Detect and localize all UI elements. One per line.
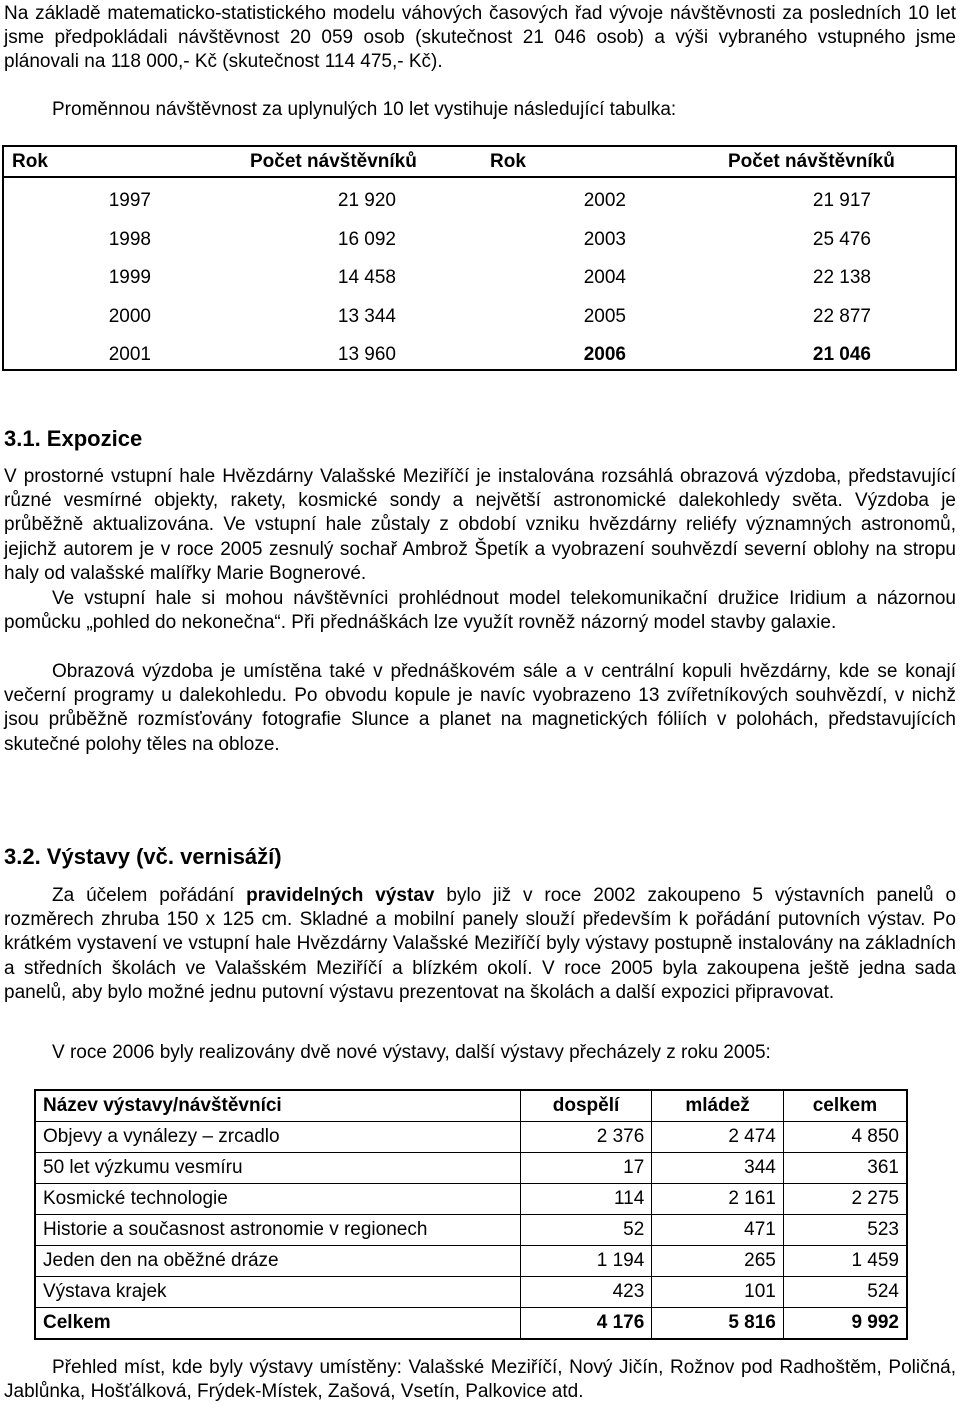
exhibition-number-cell: 423 (520, 1277, 652, 1308)
exhibition-number-cell: 265 (652, 1246, 784, 1277)
section-32-heading: 3.2. Výstavy (vč. vernisáží) (4, 844, 282, 869)
closing-paragraph (4, 1356, 956, 1404)
visitors-table-row (4, 340, 955, 369)
table-caption: Proměnnou návštěvnost za uplynulých 10 let vystihuje následující tabulka: (52, 99, 677, 120)
year-cell: 2006 (583, 344, 626, 365)
text-segment: V prostorné vstupní hale Hvězdárny Valašské Meziříčí je instalována rozsáhlá obrazová výzdoba, představující různé vesmírné objekty, rakety, kosmické sondy a největší astronomické dalekohledy světa. Výzdoba je průběžně aktualizována. Ve vstupní hale zůstaly z období vzniku hvězdárny reliéfy významných astronomů, jejichž autorem je v roce 2005 zesnulý sochař Ambrož Špetík a vyobrazení souhvězdí severní oblohy na stropu haly od valašské malířky Marie Bognerové. (4, 466, 956, 584)
header-year-2: Rok (490, 151, 526, 172)
exhibitions-table-row (35, 1246, 907, 1277)
exhibitions-table-row (35, 1153, 907, 1184)
exhibitions-table-header (35, 1090, 907, 1122)
visitor-count-cell: 25 476 (812, 229, 871, 250)
header-year-1: Rok (12, 151, 48, 172)
section-31-p3 (4, 660, 956, 757)
exhibition-number-cell: 101 (652, 1277, 784, 1308)
visitors-table-row (4, 302, 955, 331)
header-count-2: Počet návštěvníků (728, 151, 895, 172)
year-cell: 2003 (583, 229, 626, 250)
exhibition-name-cell: Výstava krajek (35, 1277, 520, 1308)
intro-paragraph (4, 2, 956, 75)
year-cell: 2005 (583, 306, 626, 327)
exhibition-number-cell: 17 (520, 1153, 652, 1184)
text-segment: Na základě matematicko-statistického modelu váhových časových řad vývoje návštěvnosti za posledních 10 let jsme předpokládali návštěvnost 20 059 osob (skutečnost 21 046 osob) a výši vybraného vstupného jsme plánovali na 118 000,- Kč (skutečnost 114 475,- Kč). (4, 3, 956, 73)
text-segment: Obrazová výzdoba je umístěna také v přednáškovém sále a v centrální kopuli hvězdárny, kde se konají večerní programy u dalekohledu. Po obvodu kopule je navíc vyobrazeno 13 zvířetníkových souhvězdí, v nichž jsou průběžně rozmísťovány fotografie Slunce a planet na magnetických fóliích v polohách, představujících skutečné polohy těles na obloze. (4, 661, 956, 755)
exhibitions-table-row (35, 1277, 907, 1308)
exhibition-number-cell: 523 (783, 1215, 907, 1246)
year-cell: 2002 (583, 190, 626, 211)
exhibition-name-cell: Celkem (35, 1308, 520, 1340)
section-32-p1 (4, 884, 956, 1005)
section-31-p2 (4, 587, 956, 635)
exhibition-name-cell: Objevy a vynálezy – zrcadlo (35, 1122, 520, 1153)
exhibition-number-cell: 1 194 (520, 1246, 652, 1277)
visitor-count-cell: 13 344 (337, 306, 396, 327)
year-cell: 2004 (583, 267, 626, 288)
exhibitions-table-row (35, 1184, 907, 1215)
visitors-table-row (4, 225, 955, 254)
text-segment: Přehled míst, kde byly výstavy umístěny: Valašské Meziříčí, Nový Jičín, Rožnov pod Radhoštěm, Poličná, Jablůnka, Hošťálková, Frýdek-Místek, Zašová, Vsetín, Palkovice atd. (4, 1357, 956, 1403)
exhibition-number-cell: 344 (652, 1153, 784, 1184)
year-cell: 1997 (108, 190, 151, 211)
visitor-count-cell: 21 917 (812, 190, 871, 211)
exhibition-number-cell: 4 176 (520, 1308, 652, 1340)
exhibition-number-cell: 4 850 (783, 1122, 907, 1153)
exhibition-number-cell: 524 (783, 1277, 907, 1308)
visitor-count-cell: 22 877 (812, 306, 871, 327)
text-segment: bylo již v roce 2002 zakoupeno 5 výstavních panelů o rozměrech zhruba 150 x 125 cm. Skladné a mobilní panely slouží především k pořádání putovních výstav. Po krátkém vystavení ve vstupní hale Hvězdárny Valašské Meziříčí byly výstavy postupně instalovány na základních a středních školách ve Valašském Meziříčí a blízkém okolí. V roce 2005 byla zakoupena ještě jedna sada panelů, aby bylo možné jednu putovní výstavu prezentovat na školách a další expozici připravovat. (4, 885, 957, 1003)
exhibition-number-cell: 114 (520, 1184, 652, 1215)
exhibitions-table (34, 1089, 908, 1340)
visitor-count-cell: 14 458 (337, 267, 396, 288)
visitors-table-row (4, 263, 955, 292)
header-count-1: Počet návštěvníků (250, 151, 417, 172)
section-31-heading: 3.1. Expozice (4, 426, 143, 451)
exhibition-number-cell: 52 (520, 1215, 652, 1246)
visitors-table-header (4, 147, 955, 178)
text-segment: Za účelem pořádání (52, 885, 247, 906)
year-cell: 2001 (108, 344, 151, 365)
exhibition-name-cell: Název výstavy/návštěvníci (35, 1090, 520, 1122)
exhibition-number-cell: dospělí (520, 1090, 652, 1122)
exhibition-number-cell: 2 474 (652, 1122, 784, 1153)
exhibition-name-cell: 50 let výzkumu vesmíru (35, 1153, 520, 1184)
section-32-p2 (4, 1041, 956, 1065)
exhibition-number-cell: 1 459 (783, 1246, 907, 1277)
year-cell: 1998 (108, 229, 151, 250)
year-cell: 2000 (108, 306, 151, 327)
exhibition-number-cell: 5 816 (652, 1308, 784, 1340)
visitor-count-cell: 13 960 (337, 344, 396, 365)
visitors-table-row (4, 186, 955, 215)
exhibitions-table-row (35, 1215, 907, 1246)
exhibition-number-cell: mládež (652, 1090, 784, 1122)
exhibition-name-cell: Kosmické technologie (35, 1184, 520, 1215)
text-segment: V roce 2006 byly realizovány dvě nové výstavy, další výstavy přecházely z roku 2005: (52, 1042, 771, 1063)
exhibition-number-cell: 361 (783, 1153, 907, 1184)
exhibition-number-cell: celkem (783, 1090, 907, 1122)
exhibition-name-cell: Jeden den na oběžné dráze (35, 1246, 520, 1277)
exhibition-number-cell: 2 376 (520, 1122, 652, 1153)
visitor-count-cell: 21 920 (337, 190, 396, 211)
exhibition-number-cell: 9 992 (783, 1308, 907, 1340)
exhibition-number-cell: 471 (652, 1215, 784, 1246)
exhibition-name-cell: Historie a současnost astronomie v regionech (35, 1215, 520, 1246)
visitors-table (2, 145, 957, 371)
year-cell: 1999 (108, 267, 151, 288)
exhibition-number-cell: 2 161 (652, 1184, 784, 1215)
exhibitions-table-row (35, 1122, 907, 1153)
text-segment: pravidelných výstav (246, 885, 435, 906)
visitor-count-cell: 22 138 (812, 267, 871, 288)
text-segment: Ve vstupní hale si mohou návštěvníci prohlédnout model telekomunikační družice Iridium a názornou pomůcku „pohled do nekonečna“. Při přednáškách lze využít rovněž názorný model stavby galaxie. (4, 588, 956, 634)
visitor-count-cell: 16 092 (337, 229, 396, 250)
exhibition-number-cell: 2 275 (783, 1184, 907, 1215)
exhibitions-table-total-row (35, 1308, 907, 1340)
section-31-p1 (4, 465, 956, 586)
visitor-count-cell: 21 046 (812, 344, 871, 365)
